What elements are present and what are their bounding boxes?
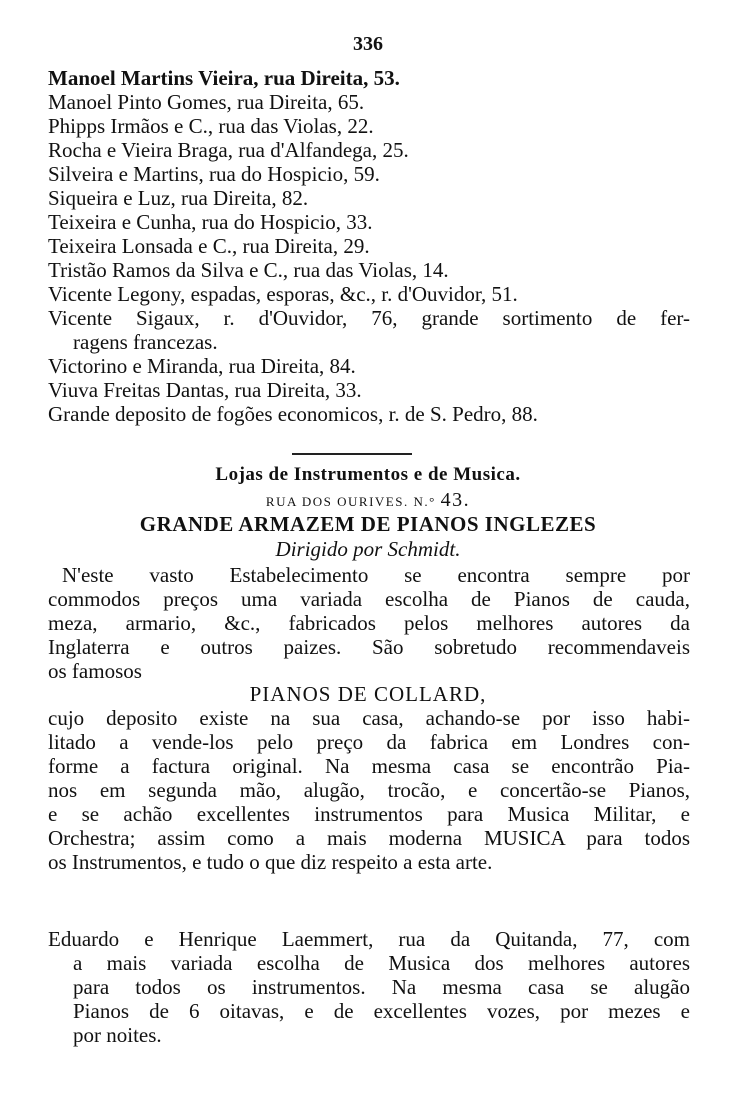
paragraph-line: Orchestra; assim como a mais moderna MUSICA para todos (48, 826, 690, 850)
paragraph-line: nos em segunda mão, alugão, trocão, e concertão-se Pianos, (48, 778, 690, 802)
directory-entry-line: Siqueira e Luz, rua Direita, 82. (48, 186, 309, 210)
directory-entry-line: Teixeira Lonsada e C., rua Direita, 29. (48, 234, 370, 258)
paragraph-line: cujo deposito existe na sua casa, achando-se por isso habi- (48, 706, 690, 730)
page-number: 336 (353, 33, 383, 55)
store-director: Dirigido por Schmidt. (275, 537, 461, 561)
store-title: GRANDE ARMAZEM DE PIANOS INGLEZES (139, 512, 597, 536)
paragraph-line: commodos preços uma variada escolha de Pianos de cauda, (48, 587, 690, 611)
paragraph-line: os famosos (48, 659, 142, 683)
piano-brand: PIANOS DE COLLARD, (249, 682, 487, 706)
directory-entry-line: Vicente Sigaux, r. d'Ouvidor, 76, grande sortimento de fer- (48, 306, 690, 330)
laemmert-entry-line: por noites. (73, 1023, 162, 1047)
directory-entry-line: Teixeira e Cunha, rua do Hospicio, 33. (48, 210, 373, 234)
paragraph-line: os Instrumentos, e tudo o que diz respeito a esta arte. (48, 850, 493, 874)
address-text: RUA DOS OURIVES. N.° (265, 494, 436, 509)
directory-entry-line: Manoel Martins Vieira, rua Direita, 53. (48, 66, 400, 90)
directory-entry-line: Phipps Irmãos e C., rua das Violas, 22. (48, 114, 374, 138)
directory-entry-line: Rocha e Vieira Braga, rua d'Alfandega, 25. (48, 138, 409, 162)
directory-entry-line: ragens francezas. (73, 330, 218, 354)
laemmert-entry-line: Pianos de 6 oitavas, e de excellentes vozes, por mezes e (73, 999, 690, 1023)
directory-entry-line: Tristão Ramos da Silva e C., rua das Violas, 14. (48, 258, 449, 282)
directory-entry-line: Victorino e Miranda, rua Direita, 84. (48, 354, 356, 378)
directory-entry-line: Silveira e Martins, rua do Hospicio, 59. (48, 162, 380, 186)
address-number: 43. (440, 489, 471, 511)
laemmert-entry-line: a mais variada escolha de Musica dos melhores autores (73, 951, 690, 975)
directory-entry-line: Vicente Legony, espadas, esporas, &c., r. d'Ouvidor, 51. (48, 282, 518, 306)
laemmert-entry-line: Eduardo e Henrique Laemmert, rua da Quitanda, 77, com (48, 927, 690, 951)
laemmert-entry-line: para todos os instrumentos. Na mesma casa se alugão (73, 975, 690, 999)
paragraph-line: forme a factura original. Na mesma casa se encontrão Pia- (48, 754, 690, 778)
directory-entry-line: Manoel Pinto Gomes, rua Direita, 65. (48, 90, 365, 114)
section-divider (292, 453, 412, 455)
paragraph-line: e se achão excellentes instrumentos para Musica Militar, e (48, 802, 690, 826)
paragraph-line: N'este vasto Estabelecimento se encontra sempre por (62, 563, 690, 587)
paragraph-line: Inglaterra e outros paizes. São sobretudo recommendaveis (48, 635, 690, 659)
section-heading: Lojas de Instrumentos e de Musica. (215, 464, 521, 485)
directory-entry-line: Grande deposito de fogões economicos, r. de S. Pedro, 88. (48, 402, 538, 426)
paragraph-line: litado a vende-los pelo preço da fabrica em Londres con- (48, 730, 690, 754)
store-address (0, 488, 736, 514)
paragraph-line: meza, armario, &c., fabricados pelos melhores autores da (48, 611, 690, 635)
directory-entry-line: Viuva Freitas Dantas, rua Direita, 33. (48, 378, 362, 402)
